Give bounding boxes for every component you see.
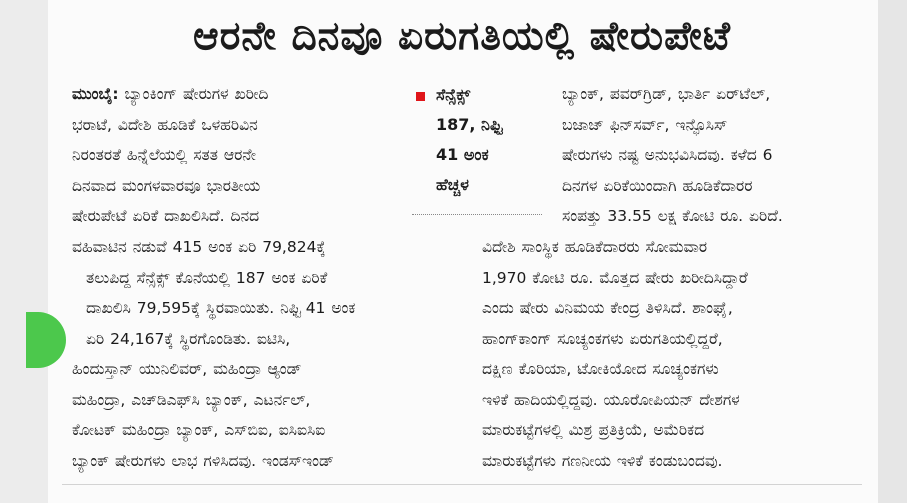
article-line: ಎಂದು ಷೇರು ವಿನಿಮಯ ಕೇಂದ್ರ ತಿಳಿಸಿದೆ. ಶಾಂಘೈ, [482, 299, 733, 317]
article-line: ವಿದೇಶಿ ಸಾಂಸ್ಥಿಕ ಹೂಡಿಕೆದಾರರು ಸೋಮವಾರ [482, 238, 708, 256]
article-line: ತಲುಪಿದ್ದ ಸೆನ್ಸೆಕ್ಸ್ ಕೊನೆಯಲ್ಲಿ 187 ಅಂಕ ಏರಿಕೆ [86, 268, 328, 287]
article-column-right-top [562, 79, 862, 232]
callout-divider [412, 214, 542, 215]
article-line: ಭರಾಟೆ, ವಿದೇಶಿ ಹೂಡಿಕೆ ಒಳಹರಿವಿನ [72, 115, 258, 134]
callout-line: 187, ನಿಫ್ಟಿ [436, 115, 502, 134]
article-line: ಮಹಿಂದ್ರಾ, ಎಚ್‌ಡಿಎಫ್‌ಸಿ ಬ್ಯಾಂಕ್, ಎಟರ್ನಲ್, [72, 390, 311, 409]
page-edge [878, 0, 907, 503]
callout-line: ಹೆಚ್ಚಳ [436, 175, 469, 194]
article-line: ಬ್ಯಾಂಕ್, ಪವರ್‌ಗ್ರಿಡ್, ಭಾರ್ತಿ ಏರ್‌ಟೆಲ್, [562, 85, 771, 103]
article-line: ಏರಿ 24,167ಕ್ಕೆ ಸ್ಥಿರಗೊಂಡಿತು. ಐಟಿಸಿ, [86, 329, 291, 348]
article-column-right-bottom [482, 232, 862, 476]
article-line: ಷೇರುಗಳು ನಷ್ಟ ಅನುಭವಿಸಿದವು. ಕಳೆದ 6 [562, 146, 773, 164]
article-line: ಹಾಂಗ್‌ಕಾಂಗ್ ಸೂಚ್ಯಂಕಗಳು ಏರುಗತಿಯಲ್ಲಿದ್ದರೆ, [482, 329, 723, 348]
page-footer-rule [62, 484, 862, 485]
dateline: ಮುಂಬೈ: [72, 85, 119, 103]
article-line: 1,970 ಕೋಟಿ ರೂ. ಮೊತ್ತದ ಷೇರು ಖರೀದಿಸಿದ್ದಾರೆ [482, 268, 748, 287]
article-line [72, 79, 384, 110]
article-column-left-top [72, 79, 384, 232]
article-line: ಮಾರುಕಟ್ಟೆಗಳು ಗಣನೀಯ ಇಳಿಕೆ ಕಂಡುಬಂದವು. [482, 451, 723, 470]
article-line-text: ಬ್ಯಾಂಕಿಂಗ್ ಷೇರುಗಳ ಖರೀದಿ [118, 85, 269, 103]
article-line: ನಿರಂತರತೆ ಹಿನ್ನೆಲೆಯಲ್ಲಿ ಸತತ ಆರನೇ [72, 146, 256, 164]
article-line: ಮಾರುಕಟ್ಟೆಗಳಲ್ಲಿ ಮಿಶ್ರ ಪ್ರತಿಕ್ರಿಯೆ, ಅಮೆರಿಕದ [482, 421, 705, 439]
article-column-left-bottom [72, 232, 444, 476]
callout-line: ಸೆನ್ಸೆಕ್ಸ್ [436, 85, 471, 104]
callout-text [436, 80, 540, 200]
article-line: ಬಜಾಜ್ ಫಿನ್‌ಸರ್ವ್, ಇನ್ಫೊಸಿಸ್ [562, 115, 728, 134]
article-line: ಕೋಟಕ್ ಮಹಿಂದ್ರಾ ಬ್ಯಾಂಕ್, ಎಸ್‌ಬಿಐ, ಐಸಿಐಸಿಐ [72, 421, 326, 439]
article-line: ಷೇರುಪೇಟೆ ಏರಿಕೆ ದಾಖಲಿಸಿದೆ. ದಿನದ [72, 207, 260, 225]
red-square-bullet [416, 92, 425, 101]
callout-line: 41 ಅಂಕ [436, 145, 489, 164]
headline: ಆರನೇ ದಿನವೂ ಏರುಗತಿಯಲ್ಲಿ ಷೇರುಪೇಟೆ [193, 14, 731, 59]
article-line: ದಿನವಾದ ಮಂಗಳವಾರವೂ ಭಾರತೀಯ [72, 176, 261, 195]
article-line: ಬ್ಯಾಂಕ್ ಷೇರುಗಳು ಲಾಭ ಗಳಿಸಿದವು. ಇಂಡಸ್‌ಇಂಡ್ [72, 451, 334, 470]
article-line: ಸಂಪತ್ತು 33.55 ಲಕ್ಷ ಕೋಟಿ ರೂ. ಏರಿದೆ. [562, 207, 783, 225]
article-line: ದಕ್ಷಿಣ ಕೊರಿಯಾ, ಟೋಕಿಯೋದ ಸೂಚ್ಯಂಕಗಳು [482, 360, 719, 378]
article-line: ಇಳಿಕೆ ಹಾದಿಯಲ್ಲಿದ್ದವು. ಯೂರೋಪಿಯನ್ ದೇಶಗಳ [482, 390, 740, 409]
article-line: ಹಿಂದುಸ್ತಾನ್ ಯುನಿಲಿವರ್, ಮಹಿಂದ್ರಾ ಆ್ಯಂಡ್ [72, 360, 302, 378]
highlight-callout [412, 80, 540, 216]
article-line: ದಾಖಲಿಸಿ 79,595ಕ್ಕೆ ಸ್ಥಿರವಾಯಿತು. ನಿಫ್ಟಿ 41 ಅಂಕ [86, 299, 356, 317]
article-line: ವಹಿವಾಟಿನ ನಡುವೆ 415 ಅಂಕ ಏರಿ 79,824ಕ್ಕೆ [72, 238, 326, 256]
article-line: ದಿನಗಳ ಏರಿಕೆಯಿಂದಾಗಿ ಹೂಡಿಕೆದಾರರ [562, 176, 753, 195]
